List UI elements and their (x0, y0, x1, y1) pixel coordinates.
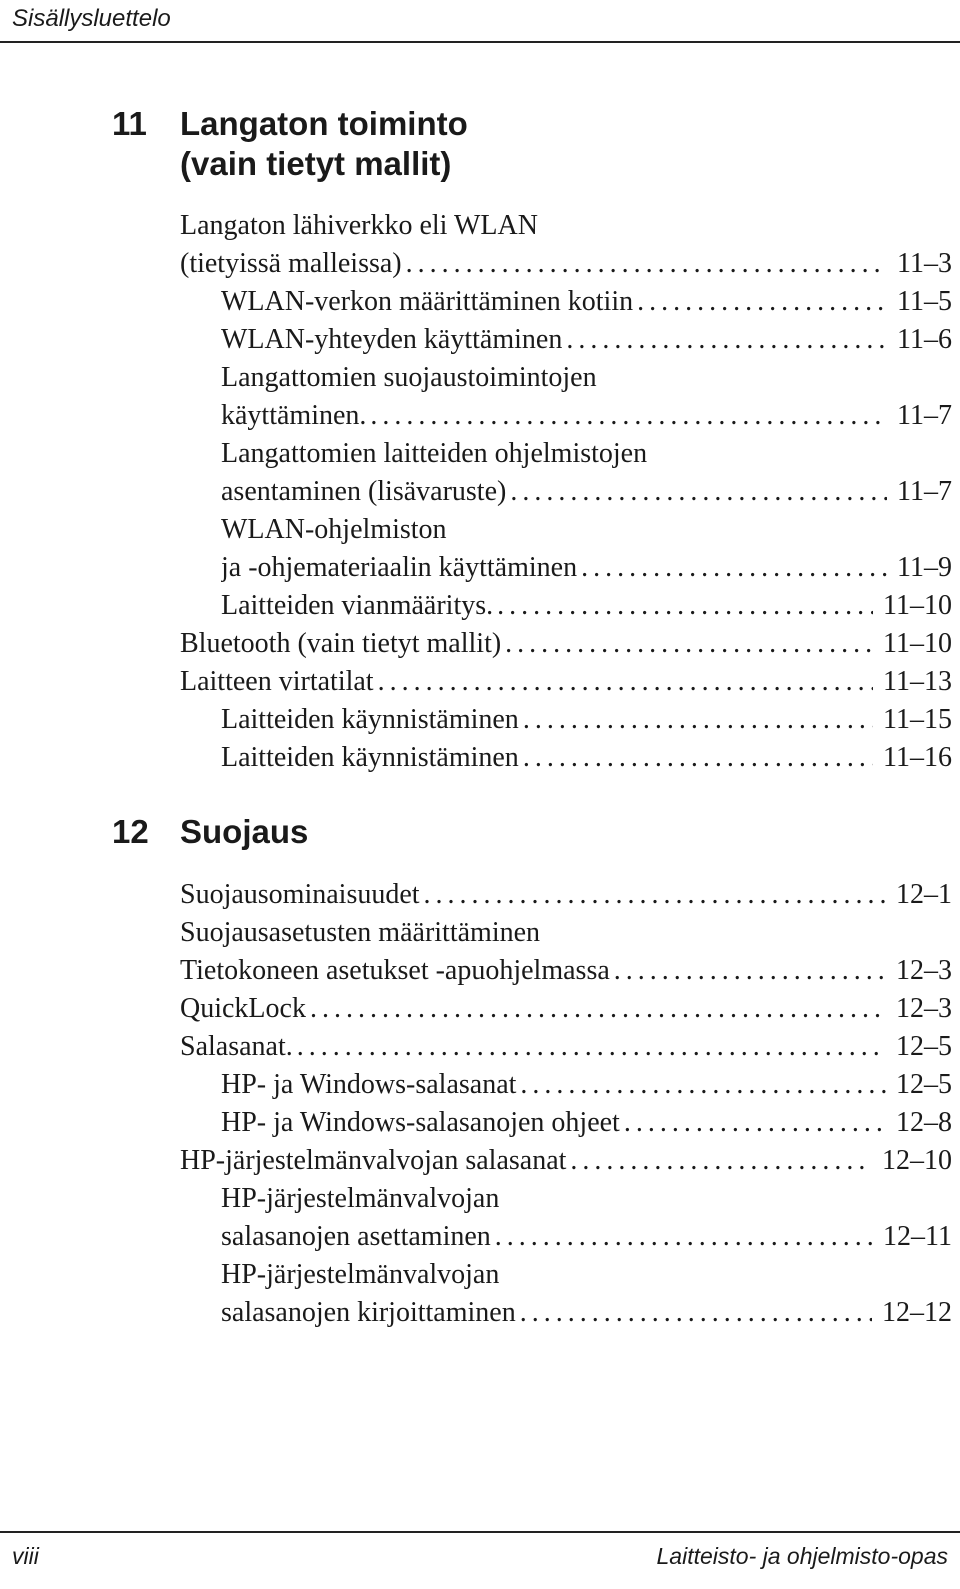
dot-leader (493, 587, 873, 625)
toc-entry[interactable] (0, 511, 960, 549)
toc-entry-label: WLAN-verkon määrittäminen kotiin (221, 286, 634, 317)
toc-entry[interactable] (0, 473, 960, 511)
dot-leader (519, 739, 873, 777)
toc-entry[interactable] (0, 1218, 960, 1256)
dot-leader (374, 663, 873, 701)
header-title: Sisällysluettelo (12, 5, 171, 32)
toc-entry-label: Laitteiden käynnistäminen (221, 704, 519, 735)
toc-entry-page: 11–9 (897, 552, 952, 583)
toc-entry[interactable] (0, 435, 960, 473)
toc-entry-label: WLAN-ohjelmiston (221, 514, 447, 545)
toc-entry-label: Bluetooth (vain tietyt mallit) (180, 628, 502, 659)
toc-entry-label: Salasanat. (180, 1031, 293, 1062)
toc-entry[interactable] (0, 663, 960, 701)
chapter-11-entries (0, 207, 960, 777)
footer-document-title: Laitteisto- ja ohjelmisto-opas (656, 1543, 948, 1569)
toc-entry-label: käyttäminen. (221, 400, 367, 431)
toc-entry-page: 11–7 (897, 400, 952, 431)
chapter-title (180, 104, 780, 184)
toc-entry-label: HP- ja Windows-salasanojen ohjeet (221, 1107, 620, 1138)
toc-entry-label: Suojausasetusten määrittäminen (180, 917, 541, 948)
dot-leader (402, 245, 887, 283)
toc-entry-page: 11–5 (897, 286, 952, 317)
chapter-title (180, 812, 780, 852)
toc-entry[interactable] (0, 1104, 960, 1142)
chapter-title-line: Suojaus (180, 813, 309, 850)
toc-entry[interactable] (0, 245, 960, 283)
toc-entry[interactable] (0, 876, 960, 914)
footer-page-number: viii (12, 1543, 39, 1569)
dot-leader (491, 1218, 873, 1256)
toc-entry-label: HP-järjestelmänvalvojan (221, 1259, 500, 1290)
toc-entry-label: HP-järjestelmänvalvojan (221, 1183, 500, 1214)
toc-entry-page: 12–5 (896, 1069, 952, 1100)
toc-entry[interactable] (0, 549, 960, 587)
toc-entry-label: Laitteiden vianmääritys. (221, 590, 494, 621)
toc-entry[interactable] (0, 952, 960, 990)
dot-leader (501, 625, 873, 663)
chapter-number: 12 (112, 813, 149, 850)
toc-entry-label: Laitteiden käynnistäminen (221, 742, 519, 773)
toc-entry-page: 11–6 (897, 324, 952, 355)
toc-entry-label: HP-järjestelmänvalvojan salasanat (180, 1145, 567, 1176)
dot-leader (306, 990, 886, 1028)
toc-entry[interactable] (0, 397, 960, 435)
toc-entry-label: Langattomien suojaustoimintojen (221, 362, 597, 393)
toc-entry[interactable] (0, 283, 960, 321)
toc-entry-page: 12–10 (882, 1145, 952, 1176)
toc-entry-label: asentaminen (lisävaruste) (221, 476, 507, 507)
dot-leader (577, 549, 887, 587)
toc-entry[interactable] (0, 359, 960, 397)
dot-leader (293, 1028, 886, 1066)
toc-entry[interactable] (0, 914, 960, 952)
toc-entry-page: 11–3 (897, 248, 952, 279)
toc-entry-page: 11–10 (883, 590, 952, 621)
toc-entry-page: 12–11 (883, 1221, 952, 1252)
chapter-12-heading (0, 812, 960, 852)
page-footer (0, 1531, 960, 1589)
toc-entry[interactable] (0, 321, 960, 359)
toc-entry[interactable] (0, 1180, 960, 1218)
chapter-11-heading (0, 104, 960, 184)
toc-entry-page: 11–13 (883, 666, 952, 697)
toc-entry[interactable] (0, 1256, 960, 1294)
toc-entry-label: salasanojen kirjoittaminen (221, 1297, 516, 1328)
dot-leader (366, 397, 887, 435)
toc-entry[interactable] (0, 1028, 960, 1066)
toc-entry[interactable] (0, 990, 960, 1028)
toc-entry-page: 12–3 (896, 955, 952, 986)
chapter-number: 11 (112, 105, 147, 142)
toc-entry-page: 12–3 (896, 993, 952, 1024)
toc-entry-label: HP- ja Windows-salasanat (221, 1069, 517, 1100)
toc-entry[interactable] (0, 1142, 960, 1180)
toc-entry-label: Laitteen virtatilat (180, 666, 374, 697)
dot-leader (516, 1066, 886, 1104)
dot-leader (519, 701, 873, 739)
toc-entry-page: 11–7 (897, 476, 952, 507)
chapter-12-entries (0, 876, 960, 1332)
toc-entry-label: (tietyissä malleissa) (180, 248, 402, 279)
dot-leader (516, 1294, 872, 1332)
toc-entry-page: 11–10 (883, 628, 952, 659)
toc-entry-label: Langaton lähiverkko eli WLAN (180, 210, 538, 241)
toc-entry-label: ja -ohjemateriaalin käyttäminen (221, 552, 578, 583)
toc-entry[interactable] (0, 625, 960, 663)
toc-entry-label: WLAN-yhteyden käyttäminen (221, 324, 563, 355)
toc-entry-label: Langattomien laitteiden ohjelmistojen (221, 438, 648, 469)
dot-leader (506, 473, 887, 511)
toc-entry-page: 12–1 (896, 879, 952, 910)
toc-entry-page: 12–8 (896, 1107, 952, 1138)
chapter-title-line: Langaton toiminto (180, 105, 468, 142)
toc-entry-page: 12–12 (882, 1297, 952, 1328)
dot-leader (633, 283, 887, 321)
toc-entry-label: QuickLock (180, 993, 306, 1024)
dot-leader (420, 876, 886, 914)
page-header (0, 0, 960, 43)
toc-entry[interactable] (0, 587, 960, 625)
toc-entry[interactable] (0, 1066, 960, 1104)
toc-entry[interactable] (0, 207, 960, 245)
toc-entry[interactable] (0, 701, 960, 739)
toc-entry-label: Tietokoneen asetukset -apuohjelmassa (180, 955, 610, 986)
toc-entry-page: 12–5 (896, 1031, 952, 1062)
dot-leader (566, 1142, 872, 1180)
dot-leader (562, 321, 887, 359)
toc-entry[interactable] (0, 1294, 960, 1332)
toc-entry-label: Suojausominaisuudet (180, 879, 420, 910)
chapter-title-line: (vain tietyt mallit) (180, 145, 452, 182)
toc-entry-page: 11–15 (883, 704, 952, 735)
dot-leader (610, 952, 886, 990)
toc-entry-page: 11–16 (883, 742, 952, 773)
dot-leader (620, 1104, 886, 1142)
toc-entry[interactable] (0, 739, 960, 777)
toc-entry-label: salasanojen asettaminen (221, 1221, 491, 1252)
